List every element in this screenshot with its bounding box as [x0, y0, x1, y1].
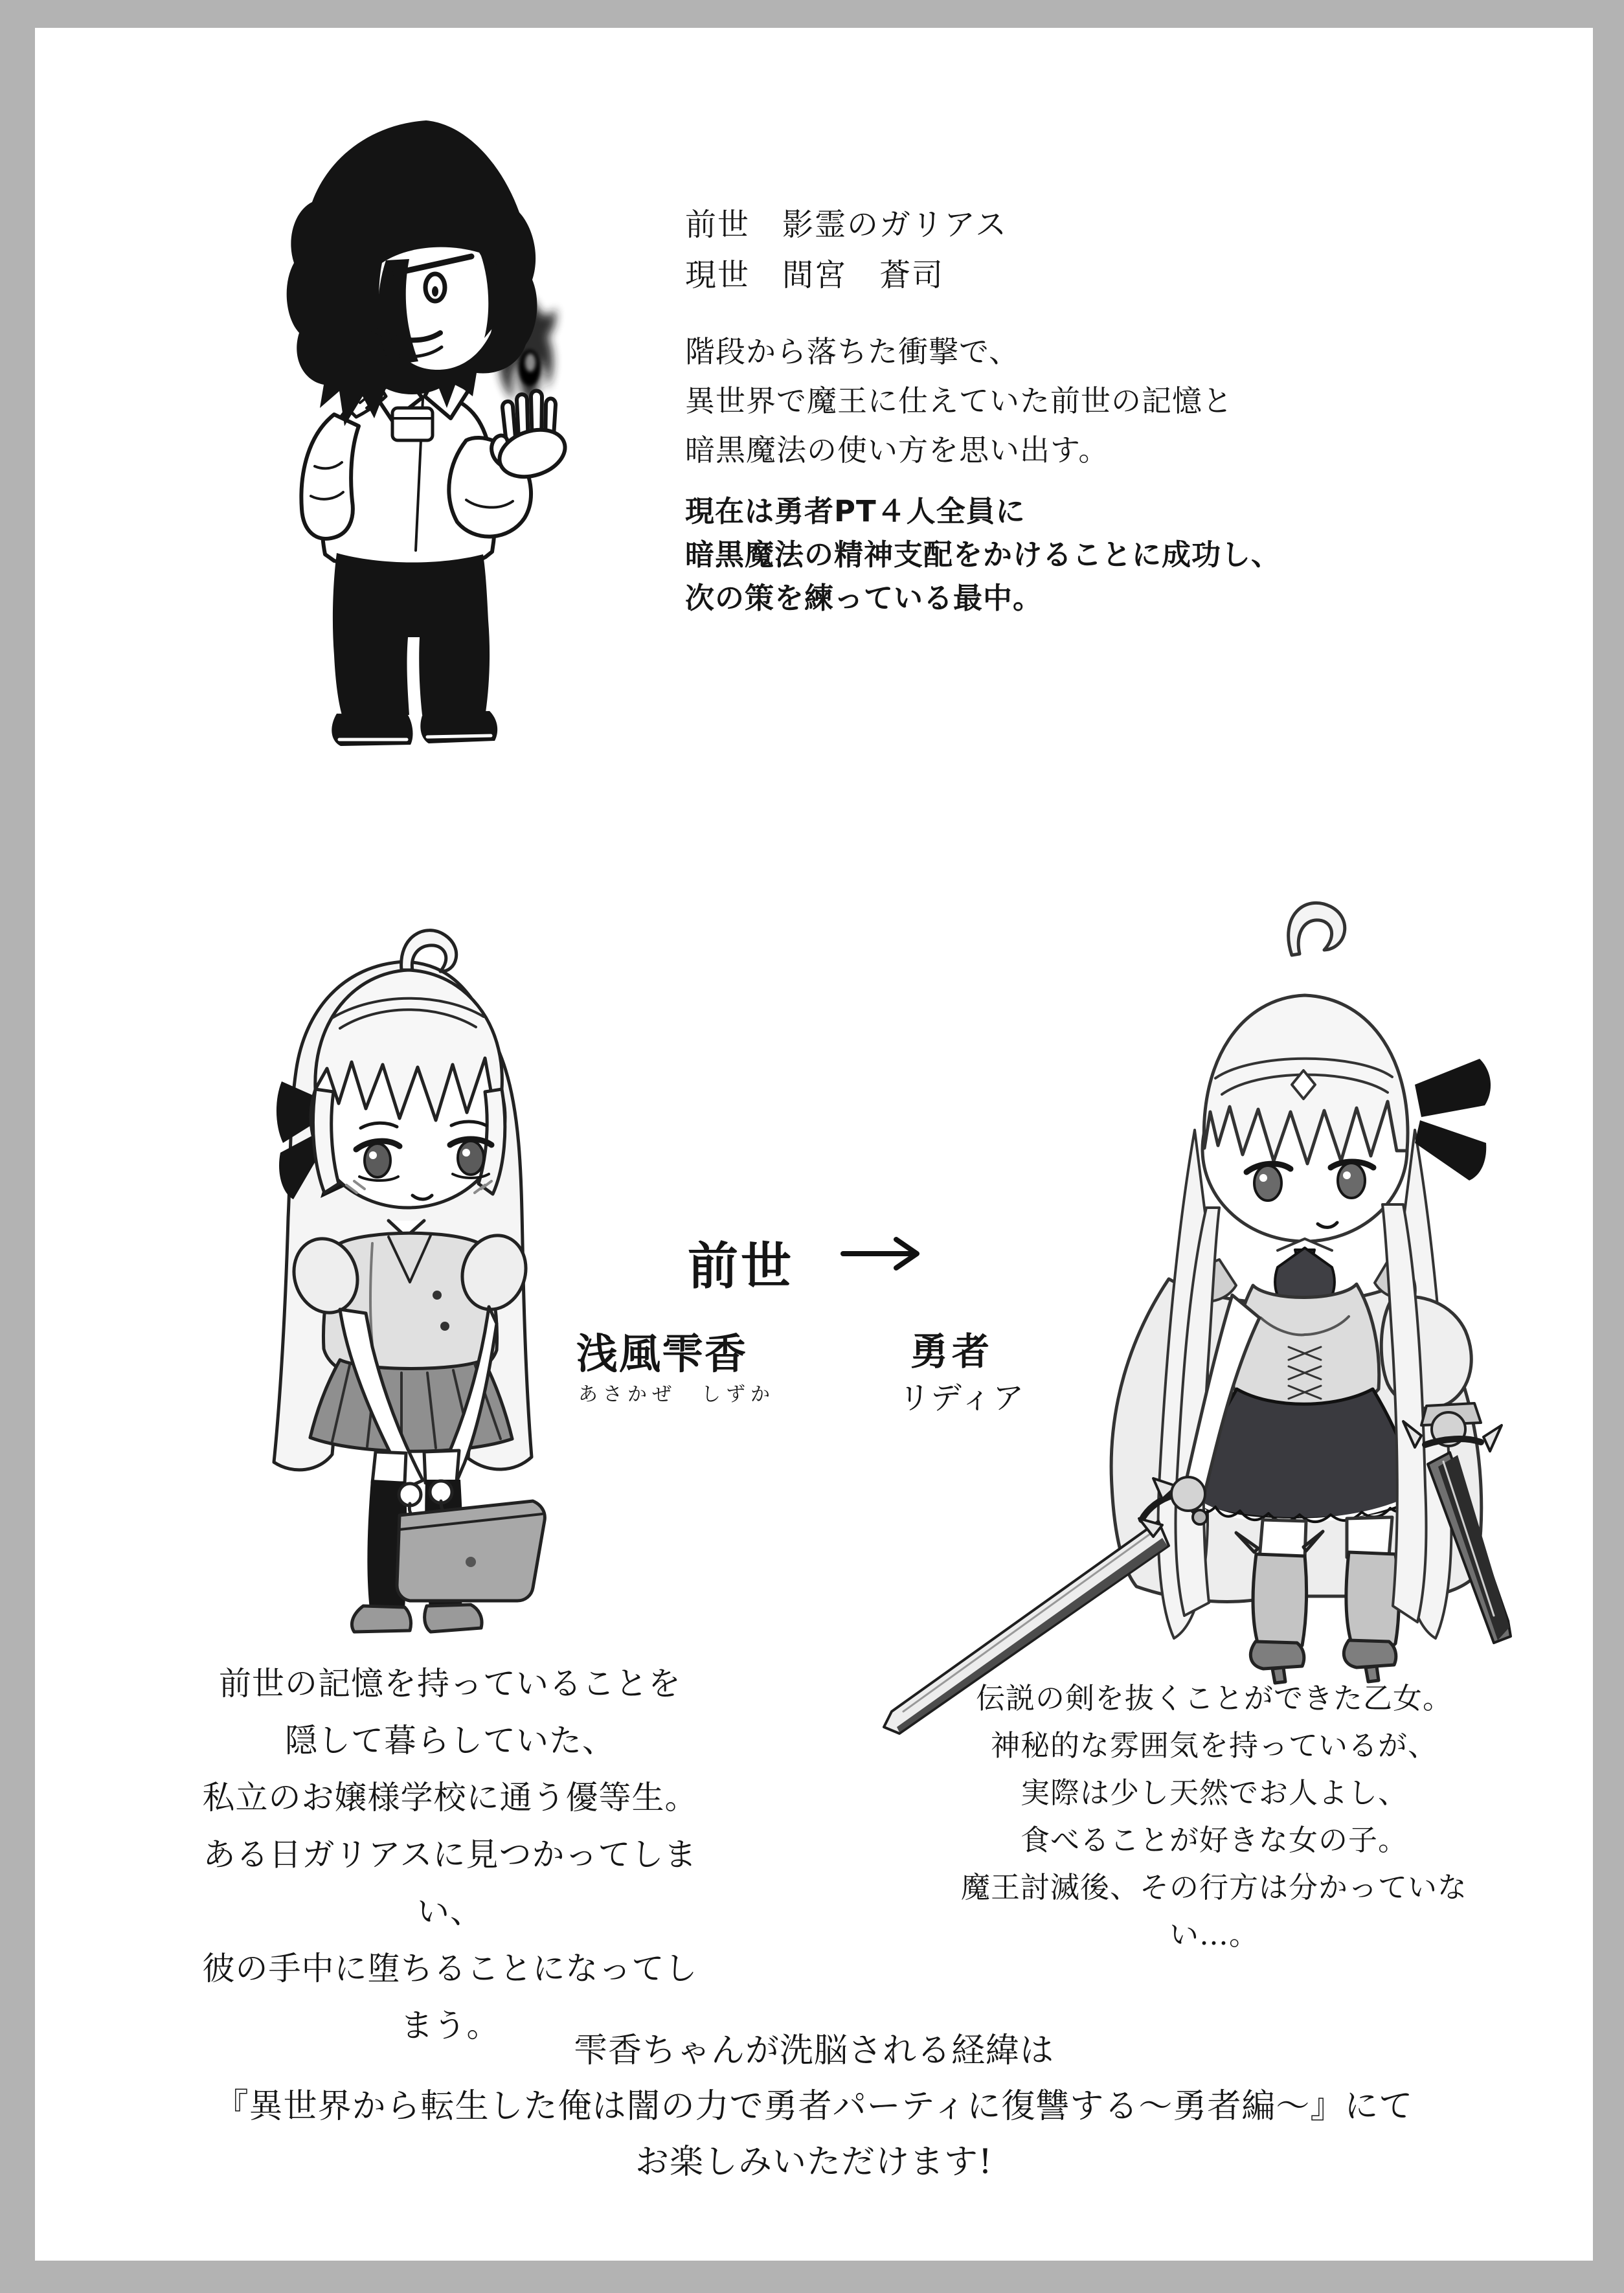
boy-shirt — [301, 373, 531, 568]
schoolgirl-name: 浅風雫香 — [576, 1330, 747, 1379]
boy-status-block — [685, 490, 1281, 620]
description-line: 魔王討滅後、その行方は分かっていない…。 — [960, 1870, 1467, 1952]
description-line: 私立のお嬢様学校に通う優等生。 — [202, 1779, 698, 1816]
description-line: 伝説の剣を抜くことができた乙女。 — [975, 1681, 1452, 1715]
footer-note — [35, 2023, 1593, 2190]
hero-description — [929, 1675, 1499, 1958]
description-line: 実際は少し天然でお人よし、 — [1020, 1776, 1408, 1810]
boy-open-hand — [491, 390, 571, 484]
hero-title: 勇者 — [910, 1329, 994, 1373]
backstory-line: 異世界で魔王に仕えていた前世の記憶と — [685, 383, 1233, 418]
backstory-line: 階段から落ちた衝撃で、 — [685, 334, 1020, 369]
boy-backstory-block — [685, 327, 1233, 475]
description-line: 前世の記憶を持っていることを — [219, 1665, 681, 1702]
male-character-illustration — [272, 104, 576, 761]
status-line: 現在は勇者PT４人全員に — [685, 494, 1026, 528]
footer-line: 『異世界から転生した俺は闇の力で勇者パーティに復讐する～勇者編～』にて — [214, 2087, 1414, 2126]
profile-names-block — [685, 199, 1008, 300]
description-line: 神秘的な雰囲気を持っているが、 — [990, 1728, 1438, 1763]
description-line: 隠して暮らしていた、 — [285, 1722, 615, 1759]
status-line: 暗黒魔法の精神支配をかけることに成功し、 — [685, 537, 1281, 572]
footer-line: お楽しみいただけます! — [635, 2143, 993, 2182]
present-life-name-line: 現世 間宮 蒼司 — [685, 257, 945, 293]
hero-hair-ribbon — [1415, 1059, 1491, 1180]
hero-ahoge — [1289, 903, 1345, 955]
loafers — [352, 1605, 482, 1632]
school-bag — [397, 1501, 545, 1601]
boy-shoes — [332, 711, 497, 746]
backstory-line: 暗黒魔法の使い方を思い出す。 — [685, 433, 1109, 468]
schoolgirl-illustration — [243, 894, 567, 1638]
past-life-name-line: 前世 影霊のガリアス — [685, 207, 1008, 243]
hero-name: リディア — [899, 1380, 1026, 1416]
status-line: 次の策を練っている最中。 — [685, 581, 1043, 615]
footer-line: 雫香ちゃんが洗脳される経緯は — [573, 2031, 1054, 2070]
hero-illustration — [968, 871, 1531, 1674]
boy-head — [287, 120, 537, 426]
description-line: 彼の手中に堕ちることになってしまう。 — [202, 1950, 698, 2044]
description-line: ある日ガリアスに見つかってしまい、 — [203, 1836, 697, 1930]
description-line: 食べることが好きな女の子。 — [1020, 1823, 1408, 1857]
transformation-arrow-icon — [839, 1234, 930, 1273]
schoolgirl-name-furigana: あさかぜ しずか — [578, 1383, 775, 1406]
schoolgirl-description — [191, 1655, 709, 2054]
gauntlet-fist — [1171, 1477, 1205, 1511]
past-life-label: 前世 — [688, 1237, 795, 1296]
boy-pants — [333, 553, 490, 715]
